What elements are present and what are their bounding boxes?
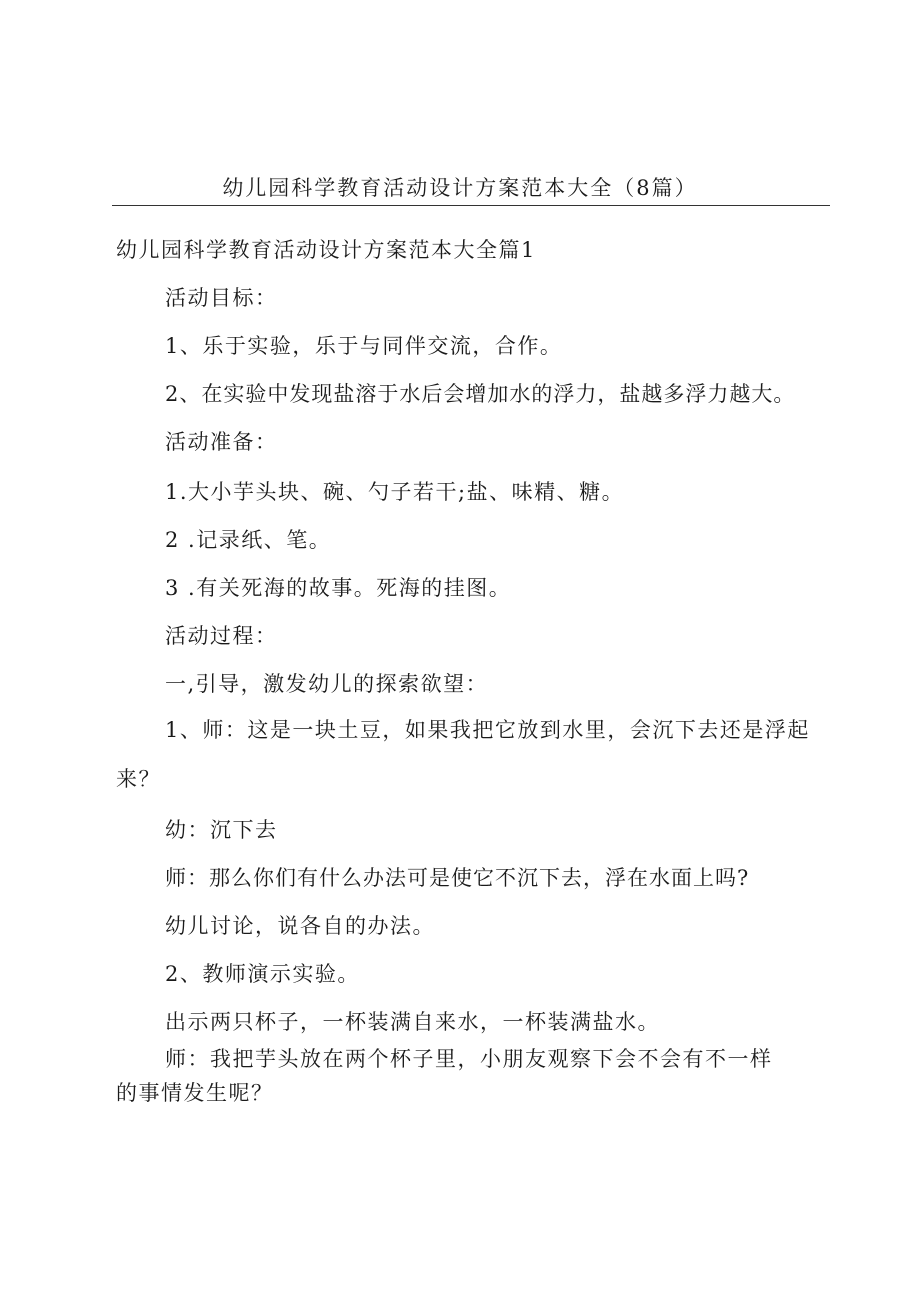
paragraph-preparation-1: 1.大小芋头块、碗、勺子若干;盐、味精、糖。 [165,480,625,504]
paragraph-children-discuss: 幼儿讨论，说各自的办法。 [165,914,435,938]
paragraph-teacher-question-2: 师：那么你们有什么办法可是使它不沉下去，浮在水面上吗? [165,866,750,890]
paragraph-teacher-question-1: 1、师：这是一块土豆，如果我把它放到水里，会沉下去还是浮起来？ [116,718,810,791]
section-heading: 幼儿园科学教育活动设计方案范本大全篇1 [116,238,536,262]
paragraph-goal-2: 2、在实验中发现盐溶于水后会增加水的浮力，盐越多浮力越大。 [165,382,796,406]
paragraph-child-answer: 幼：沉下去 [165,818,278,842]
paragraph-activity-goals-heading: 活动目标： [165,286,278,310]
paragraph-process-heading: 活动过程： [165,624,278,648]
paragraph-show-cups: 出示两只杯子，一杯装满自来水，一杯装满盐水。 [165,1010,660,1034]
paragraph-preparation-3: 3 .有关死海的故事。死海的挂图。 [165,576,512,600]
title-divider [112,205,830,206]
paragraph-preparation-2: 2 .记录纸、笔。 [165,528,332,552]
document-title: 幼儿园科学教育活动设计方案范本大全（8篇） [222,176,698,200]
paragraph-teacher-demo: 2、教师演示实验。 [165,962,360,986]
paragraph-teacher-question-3: 师：我把芋头放在两个杯子里，小朋友观察下会不会有不一样的事情发生呢？ [116,1047,773,1105]
paragraph-preparation-heading: 活动准备： [165,430,278,454]
paragraph-goal-1: 1、乐于实验，乐于与同伴交流，合作。 [165,334,563,358]
paragraph-process-step-1: 一,引导，激发幼儿的探索欲望： [165,672,489,696]
